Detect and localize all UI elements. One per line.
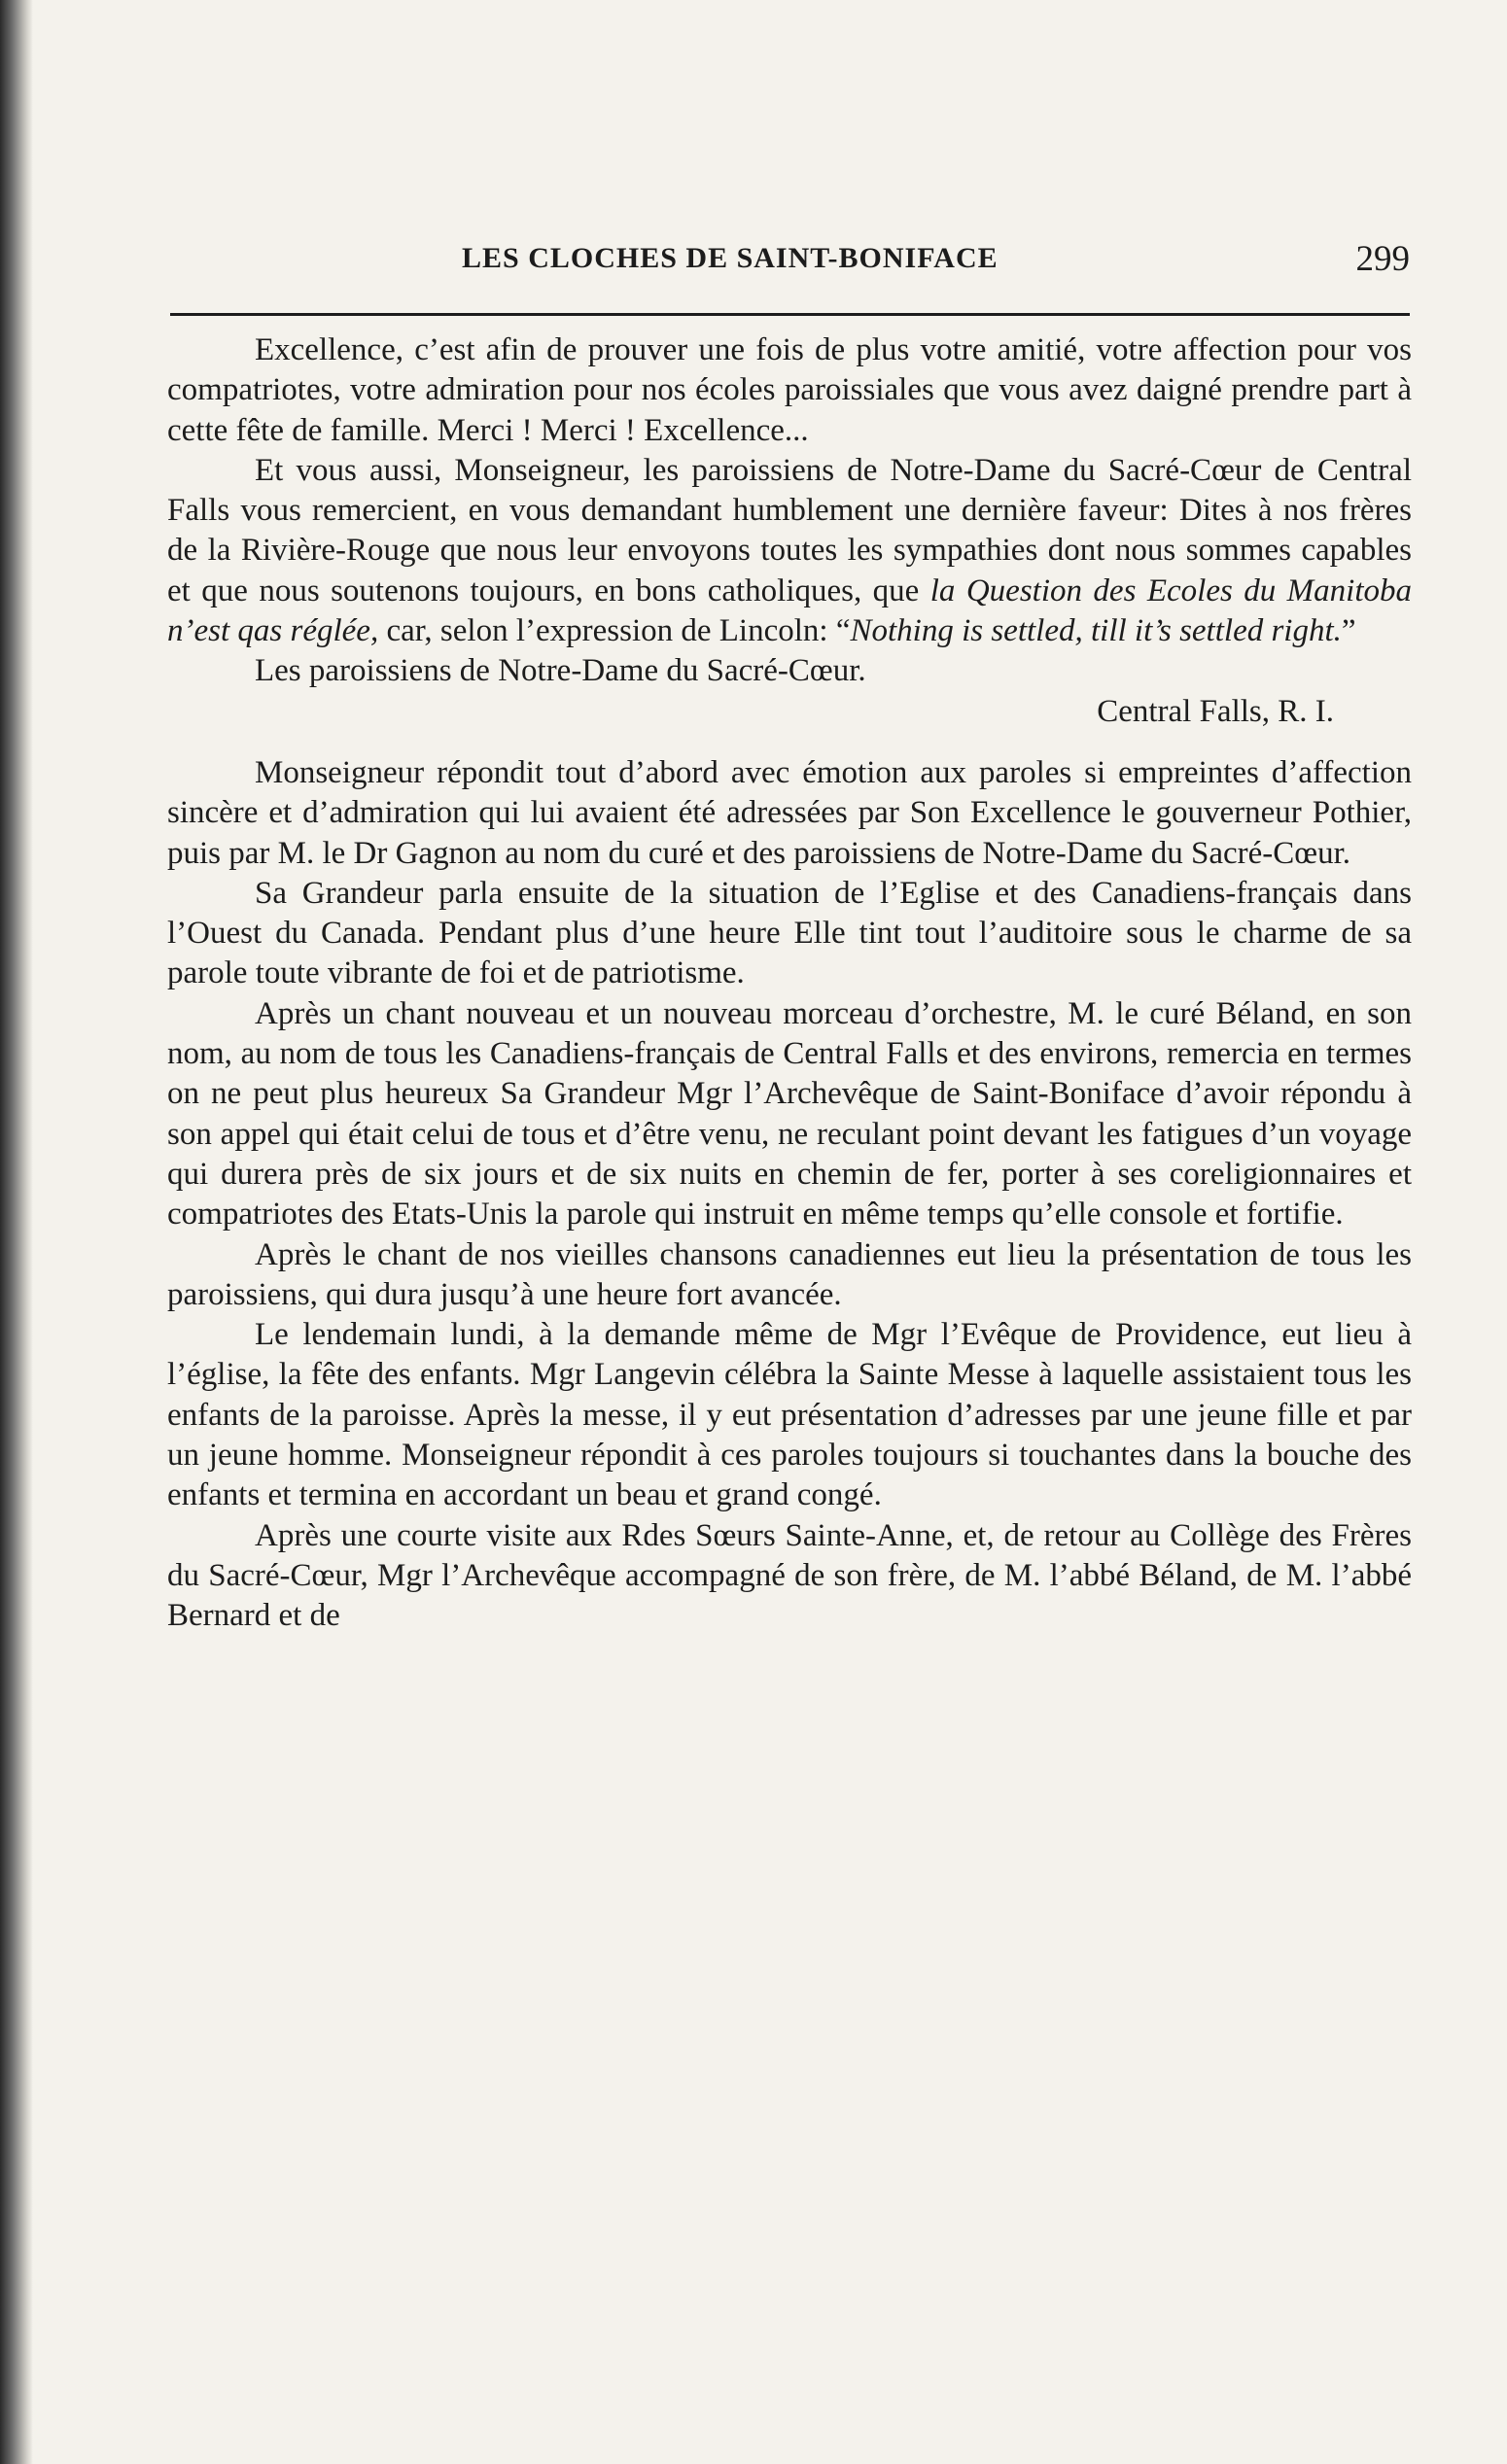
page-body: [167, 330, 1412, 1637]
paragraph: Après une courte visite aux Rdes Sœurs Sainte-Anne, et, de retour au Collège des Frères du Sacré-Cœur, Mgr l’Archevêque accompagné de son frère, de M. l’abbé Béland, de M. l’abbé Bernard et de: [167, 1517, 1412, 1634]
paragraph: Monseigneur répondit tout d’abord avec émotion aux paroles si empreintes d’affection sincère et d’admiration qui lui avaient été adressées par Son Excellence le gouverneur Pothier, puis par M. le Dr Gagnon au nom du curé et des paroissiens de Notre-Dame du Sacré-Cœur.: [167, 754, 1412, 871]
paragraph: Excellence, c’est afin de prouver une fois de plus votre amitié, votre affection pour vos compatriotes, votre admiration pour nos écoles paroissiales que vous avez daigné prendre part à cette fête de famille. Merci ! Merci ! Excellence...: [167, 332, 1412, 448]
italic-quote: Nothing is settled, till it’s settled right.: [850, 613, 1342, 649]
header-rule: [170, 313, 1410, 316]
italic-phrase: la Question des Ecoles du Manitoba n’est qas réglée,: [167, 573, 1412, 649]
paragraph: Le lendemain lundi, à la demande même de Mgr l’Evêque de Providence, eut lieu à l’église, la fête des enfants. Mgr Langevin célébra la Sainte Messe à laquelle assistaient tous les enfants de la paroisse. Après la messe, il y eut présentation d’adresses par une jeune fille et par un jeune homme. Monseigneur répondit à ces paroles toujours si touchantes dans la bouche des enfants et termina en accordant un beau et grand congé.: [167, 1317, 1412, 1513]
paragraph: Après le chant de nos vieilles chansons canadiennes eut lieu la présentation de tous les paroissiens, qui dura jusqu’à une heure fort avancée.: [167, 1236, 1412, 1312]
paragraph-text: Et vous aussi, Monseigneur, les paroissiens de Notre-Dame du Sacré-Cœur de Central Falls vous remercient, en vous demandant humblement une dernière faveur: Dites à nos frères de la Rivière-Rouge que nous leur envoyons toutes les sympathies dont nous sommes capables et que nous soutenons toujours, en bons catholiques, que: [167, 452, 1412, 608]
signature-place: Central Falls, R. I.: [1097, 693, 1334, 729]
closing-quote: ”: [1341, 613, 1356, 649]
signature: Les paroissiens de Notre-Dame du Sacré-Cœur.: [255, 653, 866, 689]
paragraph: [167, 451, 1412, 651]
page-number: 299: [1355, 239, 1410, 279]
paragraph-text: car, selon l’expression de Lincoln: “: [378, 613, 851, 649]
paragraph: Après un chant nouveau et un nouveau morceau d’orchestre, M. le curé Béland, en son nom, au nom de tous les Canadiens-français de Central Falls et des environs, remercia en termes on ne peut plus heureux Sa Grandeur Mgr l’Archevêque de Saint-Boniface d’avoir répondu à son appel qui était celui de tous et d’être venu, ne reculant point devant les fatigues d’un voyage qui durera près de six jours et de six nuits en chemin de fer, porter à ses coreligionnaires et compatriotes des Etats-Unis la parole qui instruit en même temps qu’elle console et fortifie.: [167, 995, 1412, 1232]
running-title: LES CLOCHES DE SAINT-BONIFACE: [462, 242, 999, 274]
page-binding-edge: [0, 0, 33, 2464]
paragraph: Sa Grandeur parla ensuite de la situation de l’Eglise et des Canadiens-français dans l’Ouest du Canada. Pendant plus d’une heure Elle tint tout l’auditoire sous le charme de sa parole toute vibrante de foi et de patriotisme.: [167, 875, 1412, 991]
page-header: [170, 238, 1410, 296]
